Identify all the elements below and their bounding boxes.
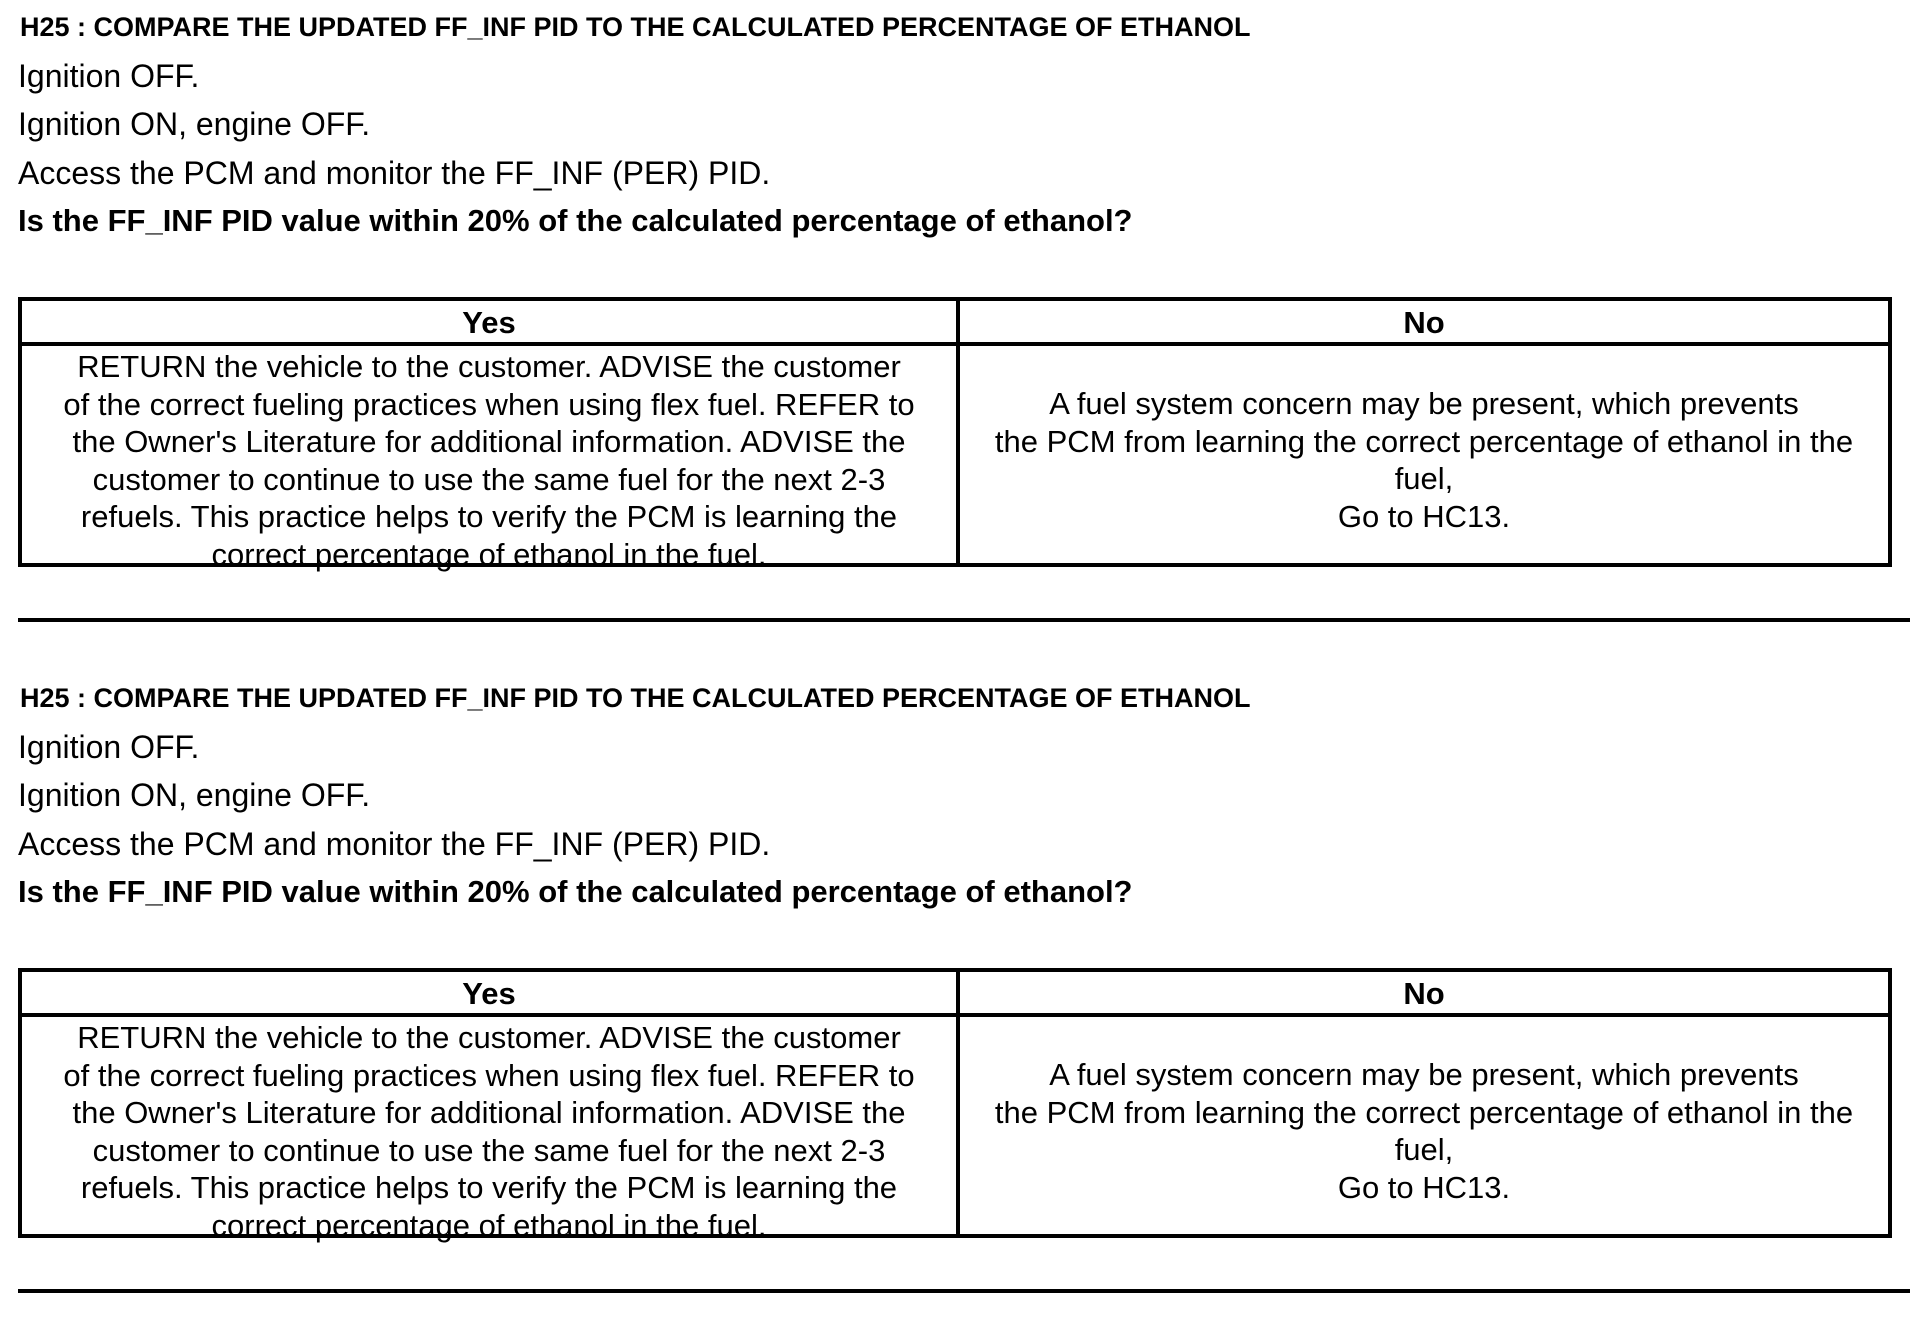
- no-action-line: the PCM from learning the correct percentage of ethanol in the: [994, 1094, 1854, 1130]
- section-divider-rule: [18, 618, 1910, 622]
- no-column-header: No: [1403, 305, 1445, 340]
- yes-action-cell: [22, 1019, 956, 1244]
- no-action-line: Go to HC13.: [1337, 1169, 1511, 1205]
- section-divider-rule: [18, 1289, 1910, 1293]
- header-divider: [22, 342, 1888, 346]
- yes-column-header: Yes: [462, 305, 516, 340]
- yes-action-line: correct percentage of ethanol in the fuel.: [211, 536, 767, 572]
- no-action-line: fuel,: [1394, 1132, 1454, 1167]
- yes-action-cell: [22, 348, 956, 573]
- yes-action-line: customer to continue to use the same fuel for the next 2-3: [92, 1132, 886, 1168]
- yes-action-line: the Owner's Literature for additional information. ADVISE the: [72, 1095, 906, 1130]
- yes-action-line: refuels. This practice helps to verify the PCM is learning the: [80, 499, 898, 534]
- yes-action-line: the Owner's Literature for additional information. ADVISE the: [72, 424, 906, 459]
- no-action-line: the PCM from learning the correct percentage of ethanol in the: [994, 423, 1854, 459]
- yes-column-header: Yes: [462, 976, 516, 1011]
- header-divider: [22, 1013, 1888, 1017]
- yes-action-line: refuels. This practice helps to verify the PCM is learning the: [80, 1170, 898, 1205]
- no-action-cell: [960, 1056, 1888, 1206]
- step-question: Is the FF_INF PID value within 20% of the calculated percentage of ethanol?: [18, 203, 1133, 238]
- yes-action-line: of the correct fueling practices when using flex fuel. REFER to: [63, 1057, 915, 1093]
- step-title: H25 : COMPARE THE UPDATED FF_INF PID TO THE CALCULATED PERCENTAGE OF ETHANOL: [20, 12, 1251, 42]
- instruction-line: Access the PCM and monitor the FF_INF (PER) PID.: [18, 826, 771, 862]
- instruction-line: Ignition ON, engine OFF.: [18, 777, 371, 813]
- yes-action-line: correct percentage of ethanol in the fuel.: [211, 1207, 767, 1243]
- instruction-line: Access the PCM and monitor the FF_INF (PER) PID.: [18, 155, 771, 191]
- yes-action-line: customer to continue to use the same fuel for the next 2-3: [92, 461, 886, 497]
- step-question: Is the FF_INF PID value within 20% of the calculated percentage of ethanol?: [18, 874, 1133, 909]
- instruction-line: Ignition OFF.: [18, 58, 200, 94]
- yes-action-line: RETURN the vehicle to the customer. ADVISE the customer: [77, 349, 901, 384]
- yes-action-line: of the correct fueling practices when using flex fuel. REFER to: [63, 386, 915, 422]
- instruction-line: Ignition OFF.: [18, 729, 200, 765]
- yes-action-line: RETURN the vehicle to the customer. ADVISE the customer: [77, 1020, 901, 1055]
- yes-no-table: [18, 968, 1892, 1243]
- no-action-line: fuel,: [1394, 461, 1454, 496]
- no-action-line: Go to HC13.: [1337, 498, 1511, 534]
- no-action-line: A fuel system concern may be present, which prevents: [1049, 1057, 1799, 1092]
- no-action-cell: [960, 385, 1888, 535]
- step-title: H25 : COMPARE THE UPDATED FF_INF PID TO THE CALCULATED PERCENTAGE OF ETHANOL: [20, 683, 1251, 713]
- instruction-line: Ignition ON, engine OFF.: [18, 106, 371, 142]
- no-action-line: A fuel system concern may be present, which prevents: [1049, 386, 1799, 421]
- yes-no-table: [18, 297, 1892, 572]
- no-column-header: No: [1403, 976, 1445, 1011]
